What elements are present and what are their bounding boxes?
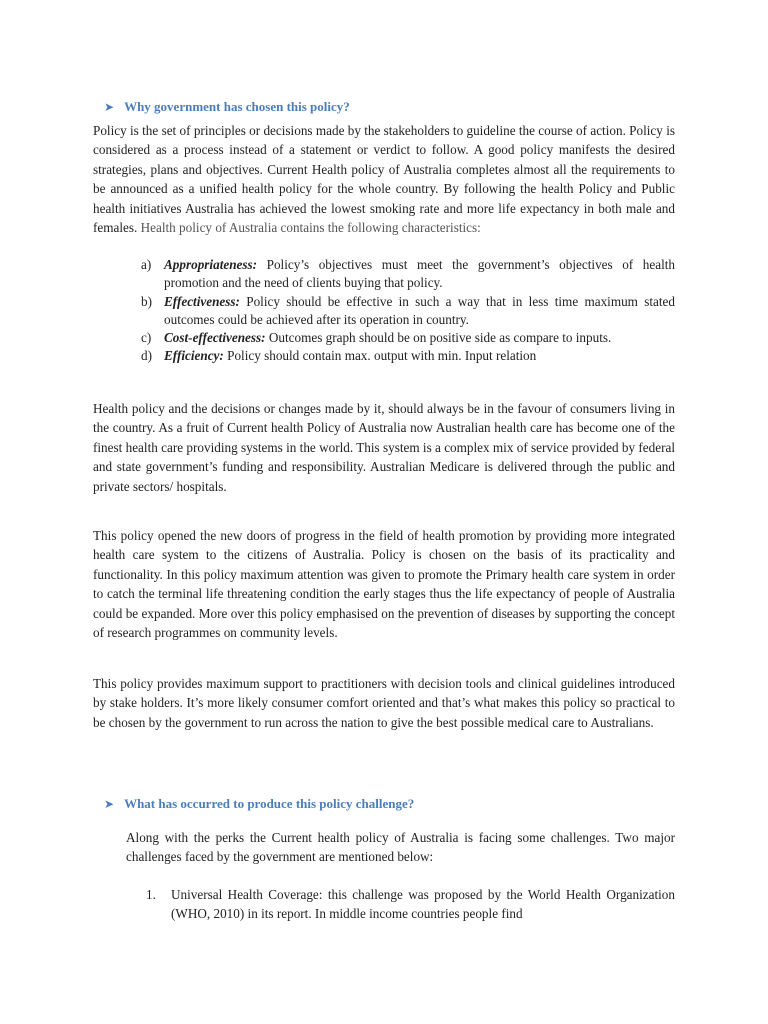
list-term: Effectiveness: bbox=[164, 293, 240, 309]
list-term: Cost-effectiveness: bbox=[164, 330, 266, 346]
intro-text: Policy is the set of principles or decisions made by the stakeholders to guideline the course of action. Policy is considered as a process instead of a statement or verdict to follow. A good policy manifests the desired strategies, plans and objectives. Current Health policy of Australia completes almost all the requirements to be announced as a unified health policy for the whole country. By following the health Policy and Public health initiatives Australia has achieved the lowest smoking rate and more life expectancy in both male and females. bbox=[93, 123, 675, 236]
challenge-text: Universal Health Coverage: this challenge was proposed by the World Health Organization (WHO, 2010) in its report. In middle income countries people find bbox=[171, 887, 675, 922]
list-item bbox=[141, 329, 675, 347]
list-item bbox=[141, 293, 675, 330]
list-text: Policy’s objectives must meet the government’s objectives of health promotion and the need of clients buying that policy. bbox=[164, 257, 675, 291]
consumer-paragraph: Health policy and the decisions or changes made by it, should always be in the favour of consumers living in the country. As a fruit of Current health Policy of Australia now Australian health care has become one of the finest health care providing systems in the world. This system is a complex mix of service provided by federal and state government’s funding and responsibility. Australian Medicare is delivered through the public and private sectors/ hospitals. bbox=[93, 401, 675, 494]
intro-paragraph bbox=[93, 121, 675, 237]
support-paragraph: This policy provides maximum support to practitioners with decision tools and clinical guidelines introduced by stake holders. It’s more likely consumer comfort oriented and that’s what makes this policy so practical to be chosen by the government to run across the nation to give the best possible medical care to Australians. bbox=[93, 676, 675, 730]
list-marker: c) bbox=[141, 330, 152, 346]
list-marker: d) bbox=[141, 348, 152, 364]
heading-text: What has occurred to produce this policy challenge? bbox=[124, 796, 415, 811]
section-heading-why-policy bbox=[104, 99, 350, 115]
intro-tail-text: Health policy of Australia contains the following characteristics: bbox=[137, 220, 481, 236]
list-marker: 1. bbox=[146, 887, 156, 902]
characteristics-list bbox=[141, 256, 675, 366]
progress-paragraph: This policy opened the new doors of progress in the field of health promotion by providing more integrated health care system to the citizens of Australia. Policy is chosen on the basis of its practicality and functionality. In this policy maximum attention was given to promote the Primary health care system in order to catch the terminal life threatening condition the early stages thus the life expectancy of people of Australia could be expanded. More over this policy emphasised on the prevention of diseases by supporting the concept of research programmes on community levels. bbox=[93, 528, 675, 641]
challenges-intro-paragraph: Along with the perks the Current health policy of Australia is facing some challenges. Two major challenges faced by the government are mentioned below: bbox=[126, 830, 675, 865]
list-text: Policy should contain max. output with min. Input relation bbox=[223, 348, 537, 364]
list-term: Appropriateness: bbox=[164, 257, 258, 272]
list-text: Policy should be effective in such a way that in less time maximum stated outcomes could be achieved after its operation in country. bbox=[164, 293, 675, 327]
challenge-item bbox=[146, 885, 675, 924]
list-item bbox=[141, 347, 675, 365]
list-item bbox=[141, 256, 675, 293]
list-marker: a) bbox=[141, 257, 152, 272]
arrow-bullet-icon: ➤ bbox=[104, 99, 115, 114]
list-term: Efficiency: bbox=[164, 348, 224, 364]
arrow-bullet-icon: ➤ bbox=[104, 796, 115, 811]
list-text: Outcomes graph should be on positive side as compare to inputs. bbox=[265, 330, 612, 346]
section-heading-challenge bbox=[104, 796, 414, 812]
heading-text: Why government has chosen this policy? bbox=[124, 99, 350, 114]
list-marker: b) bbox=[141, 293, 152, 309]
